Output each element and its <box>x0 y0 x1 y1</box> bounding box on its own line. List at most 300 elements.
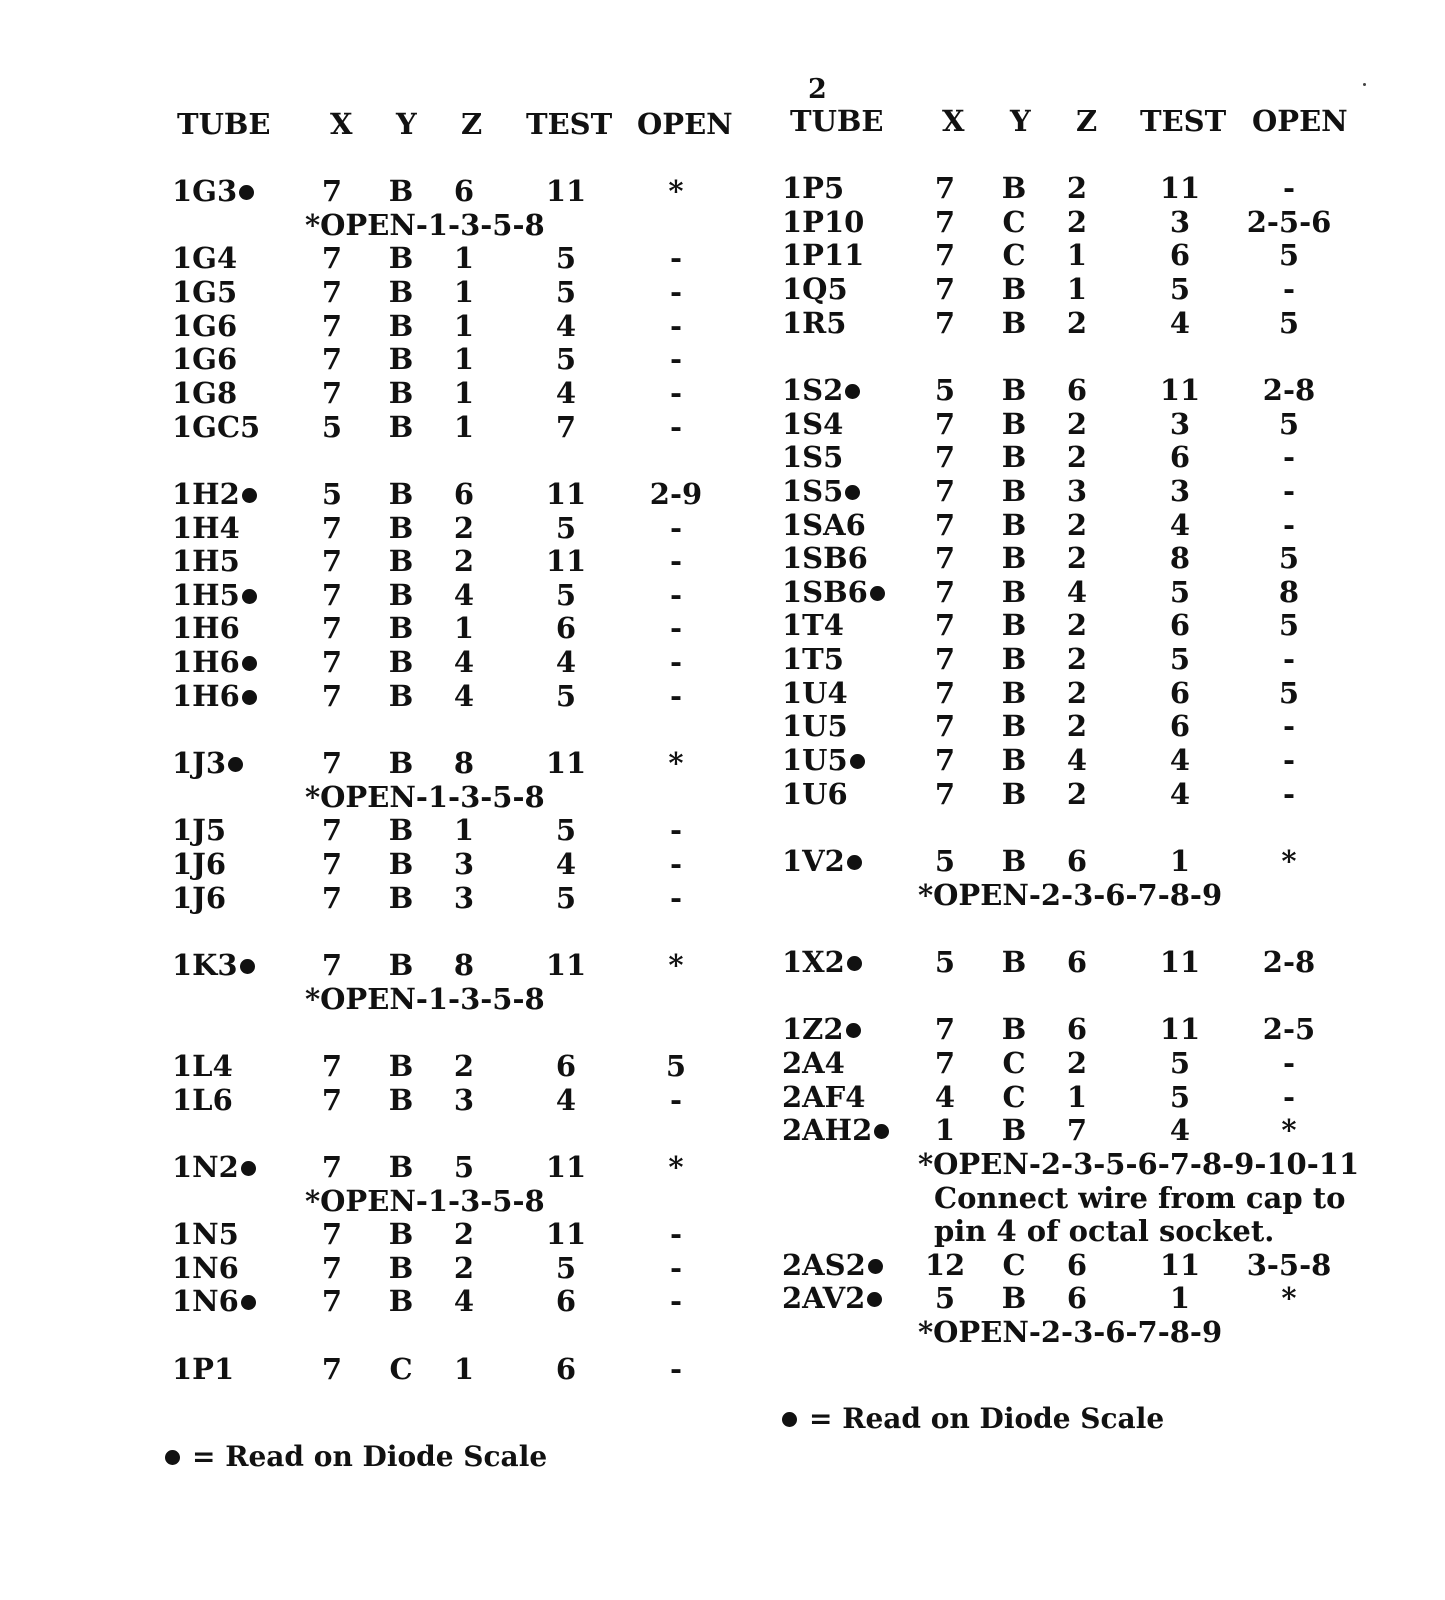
test-cell: 5 <box>1169 1045 1191 1080</box>
diode-dot-icon <box>867 1292 882 1307</box>
diode-dot-icon <box>874 1124 889 1139</box>
x-cell: 7 <box>321 678 343 713</box>
tube-name: 1H5 <box>172 577 240 612</box>
tube-name: 1U5 <box>782 743 848 778</box>
x-cell: 5 <box>321 409 343 444</box>
open-cell: 2-5-6 <box>1246 204 1332 239</box>
test-cell: 1 <box>1169 844 1191 878</box>
open-cell: 5 <box>1278 541 1300 576</box>
y-cell: B <box>388 476 414 511</box>
x-cell: 7 <box>321 342 343 377</box>
open-cell: * <box>668 746 684 781</box>
tube-name: 1G6 <box>172 308 238 343</box>
open-cell: - <box>669 611 683 646</box>
open-cell: 8 <box>1278 574 1300 609</box>
x-cell: 7 <box>934 608 956 643</box>
z-cell: 2 <box>1066 171 1088 205</box>
z-cell: 2 <box>1066 608 1088 643</box>
z-cell: 1 <box>453 813 475 848</box>
tube-name: 1SB6 <box>782 541 868 576</box>
tube-name: 1S4 <box>782 406 844 441</box>
tube-row <box>0 844 1445 878</box>
tube-cell <box>782 205 864 239</box>
open-cell: 5 <box>1278 406 1300 441</box>
y-cell: B <box>388 510 414 545</box>
test-cell: 5 <box>555 342 577 377</box>
y-cell: B <box>388 1048 414 1083</box>
tube-row <box>0 945 1445 979</box>
open-note-row <box>0 1181 1445 1215</box>
open-cell: * <box>1281 844 1297 878</box>
left-diode-legend <box>165 1440 547 1474</box>
header-x: X <box>330 107 353 141</box>
x-cell: 7 <box>321 241 343 276</box>
z-cell: 1 <box>453 1351 475 1386</box>
header-y: Y <box>1010 104 1031 138</box>
test-cell: 4 <box>1169 507 1191 542</box>
header-tube: TUBE <box>177 107 271 141</box>
open-note-row <box>0 1147 1445 1181</box>
tube-name: 1S5 <box>782 473 844 508</box>
tube-cell <box>782 743 865 777</box>
open-note: pin 4 of octal socket. <box>934 1214 1275 1249</box>
open-cell: - <box>1282 709 1296 744</box>
tube-cell <box>782 1080 865 1114</box>
tube-name: 1N6 <box>172 1284 239 1319</box>
x-cell: 7 <box>321 947 343 982</box>
test-cell: 7 <box>555 409 577 444</box>
z-cell: 1 <box>1066 1079 1088 1114</box>
tube-cell <box>782 1248 883 1282</box>
open-cell: - <box>669 409 683 444</box>
y-cell: C <box>1002 238 1026 273</box>
tube-name: 1S2 <box>782 372 844 407</box>
z-cell: 2 <box>453 544 475 579</box>
tube-row <box>0 1352 1445 1386</box>
z-cell: 6 <box>1066 944 1088 979</box>
print-speck <box>1363 83 1366 86</box>
z-cell: 3 <box>453 847 475 881</box>
tube-name: 1U5 <box>782 709 848 744</box>
z-cell: 1 <box>453 611 475 646</box>
y-cell: B <box>1001 271 1027 306</box>
test-cell: 5 <box>555 577 577 612</box>
open-cell: * <box>668 174 684 208</box>
x-cell: 7 <box>934 305 956 340</box>
test-cell: 11 <box>545 1217 587 1252</box>
tube-row <box>0 709 1445 743</box>
z-cell: 2 <box>1066 507 1088 542</box>
x-cell: 7 <box>934 204 956 239</box>
z-cell: 3 <box>453 880 475 915</box>
tube-row <box>0 440 1445 474</box>
x-cell: 7 <box>321 880 343 915</box>
x-cell: 7 <box>321 1217 343 1252</box>
tube-cell <box>782 407 843 441</box>
x-cell: 7 <box>321 746 343 781</box>
x-cell: 5 <box>934 944 956 979</box>
x-cell: 7 <box>321 1048 343 1083</box>
open-cell: - <box>669 1217 683 1252</box>
tube-row <box>0 608 1445 642</box>
tube-name: 1K3 <box>172 947 238 982</box>
y-cell: B <box>1001 1113 1027 1148</box>
tube-name: 2AF4 <box>782 1079 866 1114</box>
tube-name: 1P11 <box>782 238 865 273</box>
open-note: *OPEN-1-3-5-8 <box>305 207 545 242</box>
y-cell: B <box>1001 440 1027 475</box>
header-x: X <box>942 104 965 138</box>
test-cell: 4 <box>1169 305 1191 340</box>
z-cell: 3 <box>453 1082 475 1117</box>
test-cell: 4 <box>555 847 577 881</box>
y-cell: B <box>1001 171 1027 205</box>
tube-cell <box>782 508 866 542</box>
open-note-row <box>0 878 1445 912</box>
tube-row <box>0 1080 1445 1114</box>
tube-name: 1L4 <box>172 1048 233 1083</box>
test-cell: 11 <box>1159 171 1201 205</box>
x-cell: 7 <box>321 274 343 309</box>
y-cell: B <box>1001 776 1027 811</box>
x-cell: 5 <box>321 476 343 511</box>
tube-cell <box>782 306 846 340</box>
test-cell: 6 <box>555 1351 577 1386</box>
y-cell: C <box>1002 1247 1026 1282</box>
y-cell: B <box>388 1250 414 1285</box>
y-cell: B <box>1001 709 1027 744</box>
z-cell: 2 <box>1066 305 1088 340</box>
x-cell: 7 <box>321 611 343 646</box>
open-note-row <box>0 1214 1445 1248</box>
test-cell: 3 <box>1169 473 1191 508</box>
tube-row <box>0 1012 1445 1046</box>
tube-name: 1H5 <box>172 544 240 579</box>
test-cell: 11 <box>1159 1012 1201 1047</box>
header-y: Y <box>396 107 417 141</box>
z-cell: 1 <box>453 375 475 410</box>
test-cell: 4 <box>555 375 577 410</box>
test-cell: 6 <box>555 1284 577 1319</box>
header-test: TEST <box>1140 104 1227 138</box>
z-cell: 1 <box>453 308 475 343</box>
open-cell: - <box>669 375 683 410</box>
x-cell: 7 <box>934 440 956 475</box>
y-cell: B <box>1001 507 1027 542</box>
tube-name: 1J6 <box>172 880 227 915</box>
header-open: OPEN <box>1252 104 1348 138</box>
z-cell: 2 <box>1066 642 1088 677</box>
tube-cell <box>782 474 860 508</box>
test-cell: 5 <box>555 678 577 713</box>
open-cell: - <box>1282 171 1296 205</box>
open-cell: - <box>669 308 683 343</box>
y-cell: B <box>1001 406 1027 441</box>
open-note: *OPEN-2-3-6-7-8-9 <box>918 877 1223 912</box>
y-cell: B <box>388 880 414 915</box>
z-cell: 7 <box>1066 1113 1088 1148</box>
open-cell: - <box>1282 473 1296 508</box>
z-cell: 4 <box>1066 743 1088 778</box>
tube-row <box>0 342 1445 376</box>
z-cell: 6 <box>1066 844 1088 878</box>
test-cell: 11 <box>545 746 587 781</box>
test-cell: 6 <box>555 611 577 646</box>
y-cell: B <box>388 1082 414 1117</box>
open-cell: 5 <box>1278 608 1300 643</box>
open-cell: - <box>1282 743 1296 778</box>
tube-cell <box>782 575 885 609</box>
z-cell: 6 <box>1066 372 1088 407</box>
tube-name: 1L6 <box>172 1082 233 1117</box>
test-cell: 4 <box>555 645 577 680</box>
x-cell: 7 <box>321 174 343 208</box>
open-cell: 2-9 <box>649 476 703 511</box>
tube-name: 1U4 <box>782 675 848 710</box>
test-cell: 5 <box>1169 642 1191 677</box>
open-cell: - <box>1282 507 1296 542</box>
header-z: Z <box>1076 104 1098 138</box>
z-cell: 2 <box>1066 709 1088 744</box>
open-cell: - <box>1282 1079 1296 1114</box>
open-cell: - <box>1282 1045 1296 1080</box>
y-cell: B <box>1001 944 1027 979</box>
test-cell: 3 <box>1169 406 1191 441</box>
x-cell: 7 <box>321 1284 343 1319</box>
open-note: Connect wire from cap to <box>934 1180 1346 1215</box>
y-cell: B <box>1001 574 1027 609</box>
z-cell: 1 <box>453 274 475 309</box>
diode-dot-icon <box>845 485 860 500</box>
tube-name: 1T5 <box>782 642 844 677</box>
open-cell: 5 <box>1278 305 1300 340</box>
x-cell: 7 <box>934 675 956 710</box>
x-cell: 7 <box>321 510 343 545</box>
open-cell: - <box>669 577 683 612</box>
tube-name: 2A4 <box>782 1045 845 1080</box>
open-cell: - <box>669 342 683 377</box>
tube-name: 1J3 <box>172 746 227 781</box>
tube-name: 1H4 <box>172 510 240 545</box>
y-cell: C <box>1002 1045 1026 1080</box>
y-cell: B <box>388 611 414 646</box>
x-cell: 5 <box>934 1281 956 1316</box>
tube-name: 1U6 <box>782 776 848 811</box>
z-cell: 6 <box>1066 1247 1088 1282</box>
y-cell: B <box>388 1149 414 1184</box>
tube-name: 1SB6 <box>782 574 868 609</box>
tube-row <box>0 171 1445 205</box>
y-cell: B <box>388 342 414 377</box>
y-cell: C <box>389 1351 413 1386</box>
test-cell: 1 <box>1169 1281 1191 1316</box>
x-cell: 7 <box>934 642 956 677</box>
tube-cell <box>782 945 862 979</box>
test-cell: 6 <box>555 1048 577 1083</box>
z-cell: 1 <box>453 342 475 377</box>
x-cell: 7 <box>934 238 956 273</box>
y-cell: B <box>388 813 414 848</box>
diode-dot-icon <box>868 1259 883 1274</box>
tube-cell <box>782 272 848 306</box>
open-cell: 2-8 <box>1262 372 1316 407</box>
x-cell: 7 <box>934 271 956 306</box>
x-cell: 7 <box>321 544 343 579</box>
tube-row <box>0 1046 1445 1080</box>
open-cell: * <box>668 1149 684 1184</box>
open-note-row <box>0 1315 1445 1349</box>
test-cell: 11 <box>1159 1247 1201 1282</box>
y-cell: B <box>388 678 414 713</box>
open-cell: - <box>669 678 683 713</box>
y-cell: B <box>1001 541 1027 576</box>
legend-text: = Read on Diode Scale <box>192 1440 548 1473</box>
tube-cell <box>782 608 844 642</box>
tube-name: 1N6 <box>172 1250 239 1285</box>
diode-dot-icon <box>165 1450 180 1465</box>
tube-row <box>0 1281 1445 1315</box>
header-test: TEST <box>526 107 613 141</box>
y-cell: B <box>1001 608 1027 643</box>
test-cell: 5 <box>555 241 577 276</box>
test-cell: 5 <box>1169 271 1191 306</box>
tube-cell <box>782 1113 889 1147</box>
y-cell: B <box>1001 844 1027 878</box>
z-cell: 4 <box>453 645 475 680</box>
tube-row <box>0 373 1445 407</box>
tube-cell <box>782 440 843 474</box>
open-cell: * <box>668 947 684 982</box>
tube-name: 1P10 <box>782 204 865 239</box>
x-cell: 7 <box>321 308 343 343</box>
y-cell: B <box>388 308 414 343</box>
diode-dot-icon <box>782 1412 797 1427</box>
z-cell: 1 <box>453 241 475 276</box>
test-cell: 11 <box>545 947 587 982</box>
x-cell: 7 <box>321 1149 343 1184</box>
x-cell: 7 <box>321 645 343 680</box>
y-cell: B <box>388 1217 414 1252</box>
tube-cell <box>782 676 848 710</box>
y-cell: B <box>1001 675 1027 710</box>
test-cell: 6 <box>1169 440 1191 475</box>
y-cell: B <box>1001 372 1027 407</box>
x-cell: 7 <box>934 507 956 542</box>
test-cell: 3 <box>1169 204 1191 239</box>
x-cell: 1 <box>934 1113 956 1148</box>
test-cell: 11 <box>545 174 587 208</box>
tube-name: 2AS2 <box>782 1247 866 1282</box>
x-cell: 7 <box>321 375 343 410</box>
y-cell: C <box>1002 1079 1026 1114</box>
x-cell: 7 <box>934 541 956 576</box>
open-cell: 3-5-8 <box>1246 1247 1332 1282</box>
y-cell: B <box>388 274 414 309</box>
x-cell: 7 <box>321 1351 343 1386</box>
open-cell: 5 <box>665 1048 687 1083</box>
header-tube: TUBE <box>790 104 884 138</box>
z-cell: 2 <box>1066 1045 1088 1080</box>
x-cell: 7 <box>321 1250 343 1285</box>
tube-name: 1N5 <box>172 1217 239 1252</box>
z-cell: 2 <box>1066 440 1088 475</box>
test-cell: 11 <box>545 1149 587 1184</box>
tube-cell <box>782 238 864 272</box>
open-cell: 5 <box>1278 238 1300 273</box>
test-cell: 4 <box>555 308 577 343</box>
z-cell: 5 <box>453 1149 475 1184</box>
x-cell: 5 <box>934 372 956 407</box>
open-cell: - <box>669 1351 683 1386</box>
y-cell: C <box>1002 204 1026 239</box>
z-cell: 2 <box>453 1250 475 1285</box>
y-cell: B <box>388 947 414 982</box>
x-cell: 12 <box>924 1247 966 1282</box>
z-cell: 2 <box>453 1048 475 1083</box>
open-cell: - <box>1282 776 1296 811</box>
tube-cell <box>172 1352 234 1386</box>
open-cell: - <box>669 880 683 915</box>
tube-cell <box>782 171 844 205</box>
open-note: *OPEN-2-3-6-7-8-9 <box>918 1315 1223 1350</box>
diode-dot-icon <box>846 1023 861 1038</box>
open-cell: - <box>1282 642 1296 677</box>
y-cell: B <box>388 409 414 444</box>
y-cell: B <box>388 577 414 612</box>
z-cell: 6 <box>1066 1281 1088 1316</box>
test-cell: 8 <box>1169 541 1191 576</box>
open-note: *OPEN-1-3-5-8 <box>305 1183 545 1218</box>
open-note: *OPEN-2-3-5-6-7-8-9-10-11 <box>918 1146 1360 1181</box>
tube-name: 1G8 <box>172 375 238 410</box>
y-cell: B <box>388 241 414 276</box>
z-cell: 1 <box>1066 271 1088 306</box>
open-cell: 2-8 <box>1262 944 1316 979</box>
open-cell: * <box>1281 1113 1297 1148</box>
z-cell: 6 <box>453 476 475 511</box>
right-diode-legend <box>782 1402 1164 1436</box>
tube-name: 1H2 <box>172 476 240 511</box>
y-cell: B <box>1001 642 1027 677</box>
test-cell: 4 <box>1169 1113 1191 1148</box>
tube-cell <box>782 1281 882 1315</box>
open-cell: - <box>1282 271 1296 306</box>
z-cell: 4 <box>453 1284 475 1319</box>
tube-name: 1R5 <box>782 305 847 340</box>
legend-text: = Read on Diode Scale <box>809 1402 1165 1435</box>
test-cell: 4 <box>555 1082 577 1117</box>
tube-name: 2AV2 <box>782 1281 866 1316</box>
diode-dot-icon <box>870 586 885 601</box>
test-cell: 11 <box>545 476 587 511</box>
diode-dot-icon <box>850 754 865 769</box>
tube-row <box>0 205 1445 239</box>
x-cell: 7 <box>934 1045 956 1080</box>
y-cell: B <box>1001 743 1027 778</box>
x-cell: 7 <box>934 776 956 811</box>
tube-name: 1G5 <box>172 274 238 309</box>
test-cell: 6 <box>1169 238 1191 273</box>
test-cell: 5 <box>1169 574 1191 609</box>
test-cell: 6 <box>1169 675 1191 710</box>
tube-row <box>0 1113 1445 1147</box>
tube-row <box>0 272 1445 306</box>
z-cell: 2 <box>1066 675 1088 710</box>
tube-name: 2AH2 <box>782 1113 873 1148</box>
x-cell: 7 <box>321 1082 343 1117</box>
open-cell: * <box>1281 1281 1297 1316</box>
tube-row <box>0 1248 1445 1282</box>
